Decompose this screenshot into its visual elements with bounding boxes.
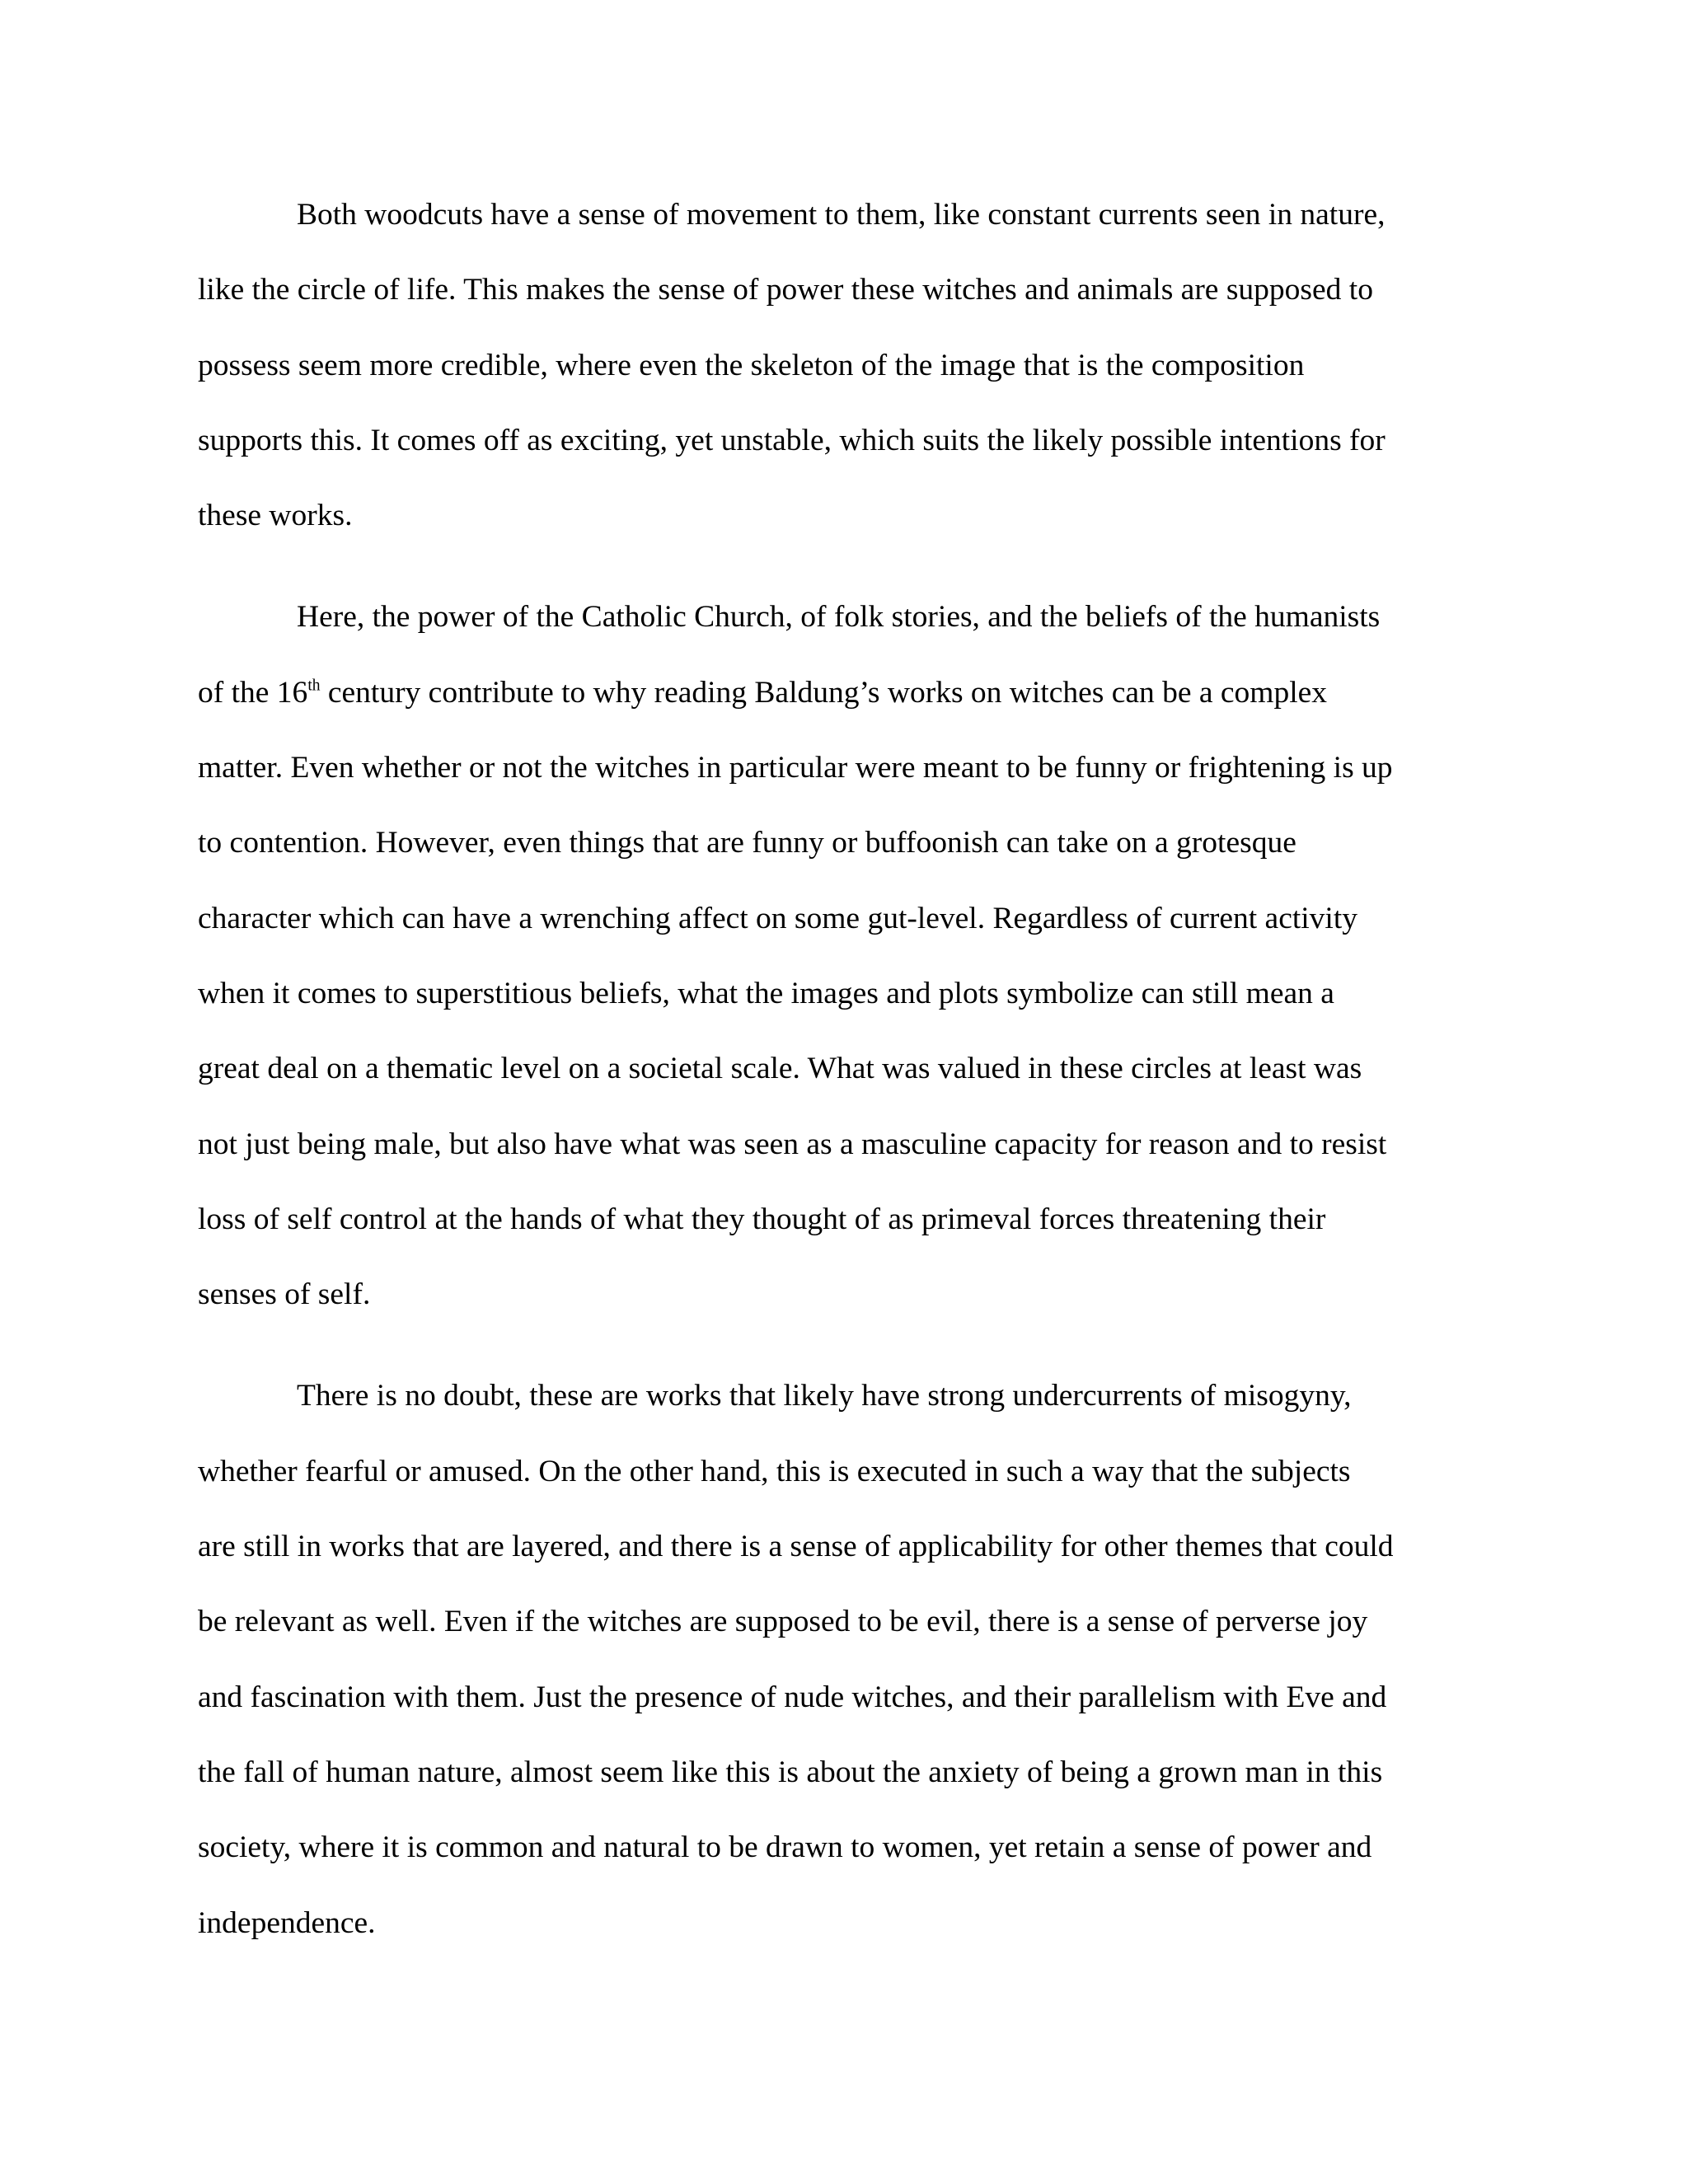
text-line: possess seem more credible, where even the skeleton of the image that is the composition xyxy=(198,348,1305,382)
text-line: matter. Even whether or not the witches in particular were meant to be funny or frightening is up xyxy=(198,751,1393,785)
text-line: There is no doubt, these are works that likely have strong undercurrents of misogyny, xyxy=(297,1379,1352,1413)
text-line: to contention. However, even things that are funny or buffoonish can take on a grotesque xyxy=(198,826,1296,860)
text-line: loss of self control at the hands of what they thought of as primeval forces threatening their xyxy=(198,1202,1326,1236)
text-line: senses of self. xyxy=(198,1277,371,1312)
paragraph-spacer xyxy=(198,570,1470,597)
text-line: whether fearful or amused. On the other hand, this is executed in such a way that the subjects xyxy=(198,1454,1351,1488)
ordinal-superscript: th xyxy=(307,677,321,695)
paragraph-2 xyxy=(198,597,1470,1349)
text-line: the fall of human nature, almost seem like this is about the anxiety of being a grown man in this xyxy=(198,1755,1383,1789)
text-line: not just being male, but also have what was seen as a masculine capacity for reason and to resist xyxy=(198,1127,1387,1161)
document-body xyxy=(198,194,1470,1978)
text-line: and fascination with them. Just the presence of nude witches, and their parallelism with Eve and xyxy=(198,1680,1387,1714)
text-line: supports this. It comes off as exciting, yet unstable, which suits the likely possible intentions for xyxy=(198,423,1386,457)
paragraph-spacer xyxy=(198,1349,1470,1376)
paragraph-3 xyxy=(198,1376,1470,1977)
text-line: character which can have a wrenching affect on some gut-level. Regardless of current activity xyxy=(198,901,1358,935)
text-line: be relevant as well. Even if the witches are supposed to be evil, there is a sense of perverse joy xyxy=(198,1605,1368,1639)
text-fragment: century contribute to why reading Baldung’s works on witches can be a complex xyxy=(320,675,1328,710)
text-line: Both woodcuts have a sense of movement to them, like constant currents seen in nature, xyxy=(297,198,1386,232)
text-line: like the circle of life. This makes the sense of power these witches and animals are supposed to xyxy=(198,273,1373,307)
text-fragment: of the 16 xyxy=(198,675,308,710)
text-line: when it comes to superstitious beliefs, what the images and plots symbolize can still mean a xyxy=(198,976,1334,1010)
text-line: these works. xyxy=(198,499,353,533)
text-line: great deal on a thematic level on a societal scale. What was valued in these circles at least was xyxy=(198,1052,1362,1086)
text-line xyxy=(198,673,1470,748)
paragraph-1 xyxy=(198,194,1470,570)
text-line: society, where it is common and natural to be drawn to women, yet retain a sense of power and xyxy=(198,1830,1372,1865)
text-line: Here, the power of the Catholic Church, of folk stories, and the beliefs of the humanists xyxy=(297,600,1381,635)
text-line: are still in works that are layered, and there is a sense of applicability for other themes that could xyxy=(198,1530,1394,1564)
text-line: independence. xyxy=(198,1905,376,1940)
